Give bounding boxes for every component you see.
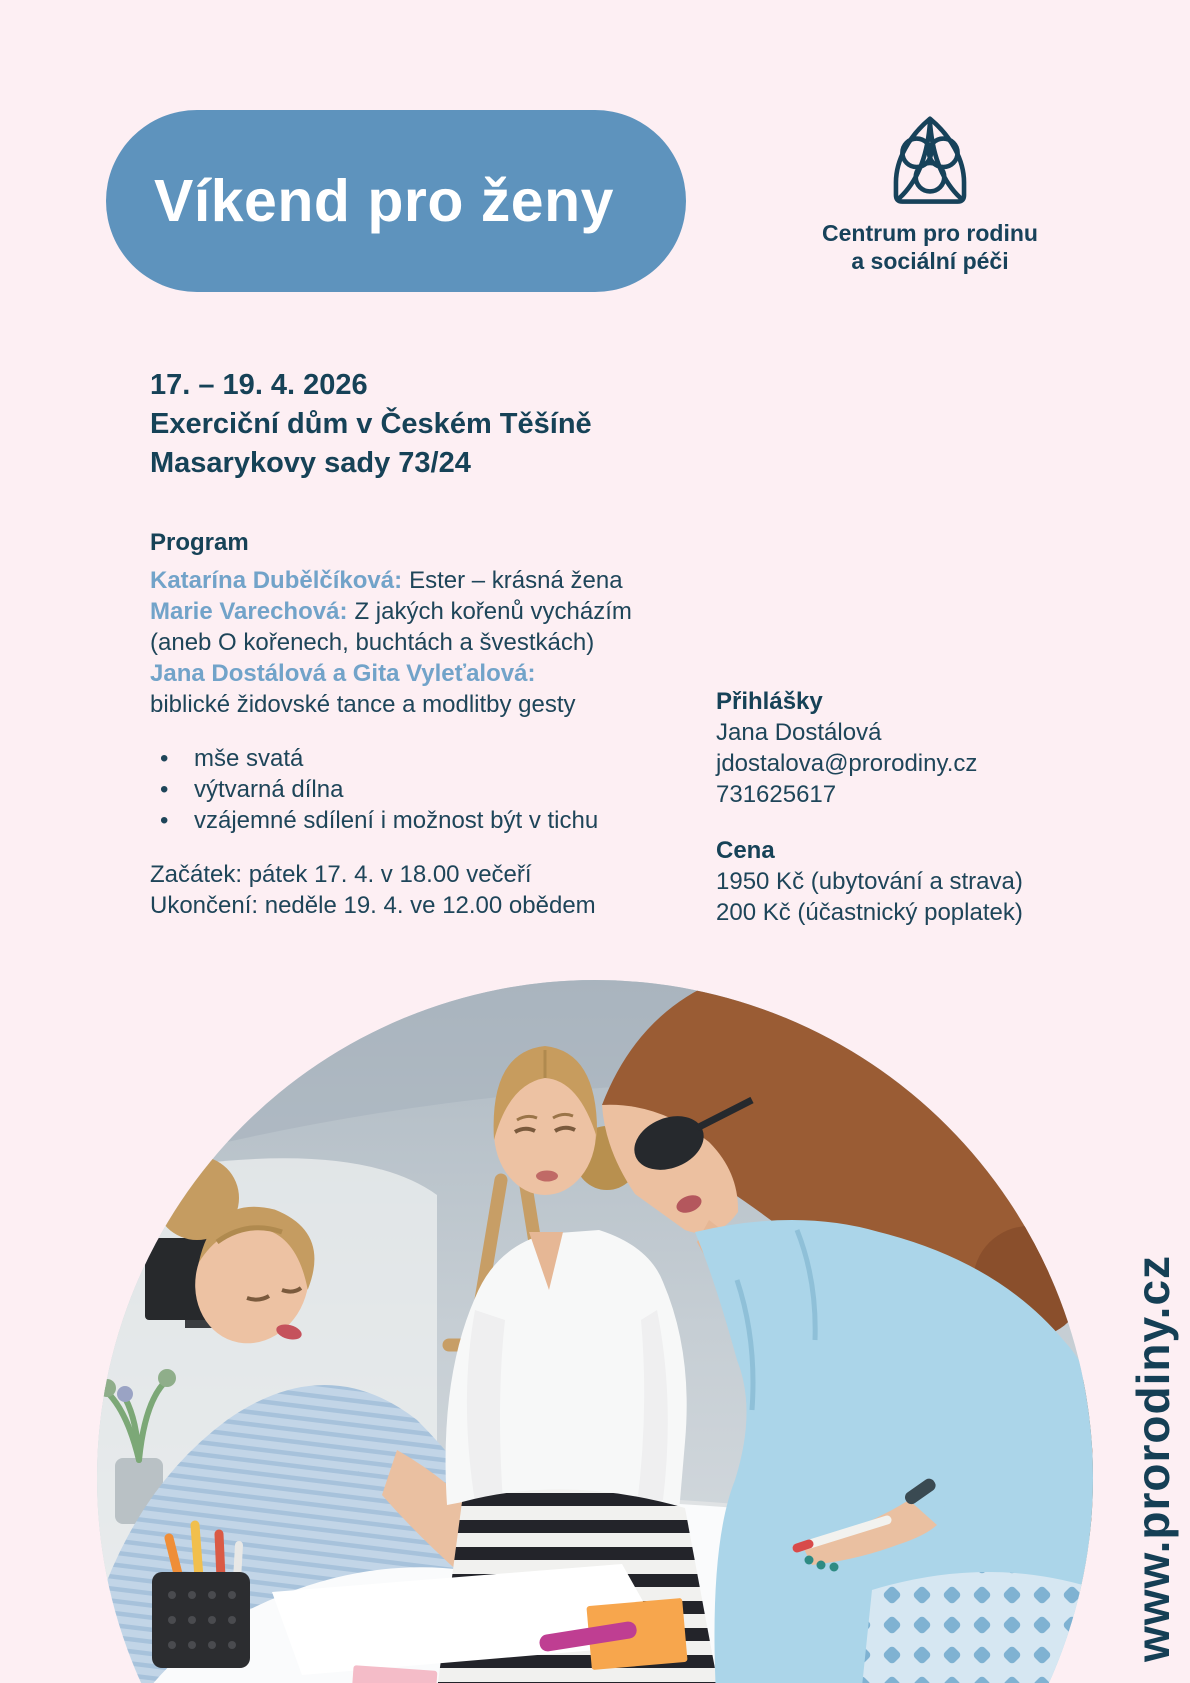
- program-heading: Program: [150, 529, 249, 556]
- bullet-item: • mše svatá: [150, 743, 640, 774]
- event-address: Masarykovy sady 73/24: [150, 447, 471, 479]
- price-heading: Cena: [716, 837, 775, 864]
- registration-phone: 731625617: [716, 781, 837, 808]
- brand-name-line1: Centrum pro rodinu: [822, 219, 1038, 246]
- speaker-name: Marie Varechová:: [150, 598, 348, 625]
- brand-block: [790, 116, 1070, 275]
- website-url: www.prorodiny.cz: [1127, 1254, 1179, 1662]
- program-line: [150, 596, 640, 627]
- program-topic: Z jakých kořenů vycházím: [354, 598, 632, 625]
- event-info: [150, 366, 592, 483]
- title-pill: [106, 110, 686, 292]
- family-arch-logo-icon: [884, 116, 976, 216]
- program-line: [150, 627, 640, 658]
- price-line-fee: 200 Kč (účastnický poplatek): [716, 899, 1023, 926]
- photo-illustration: [97, 980, 1093, 1683]
- registration-email: jdostalova@prorodiny.cz: [716, 750, 978, 777]
- program-topic: (aneb O kořenech, buchtách a švestkách): [150, 629, 595, 656]
- photo-circle: [97, 980, 1093, 1683]
- registration-contact-name: Jana Dostálová: [716, 719, 882, 746]
- program-topic: biblické židovské tance a modlitby gesty: [150, 691, 576, 718]
- poster-title: Víkend pro ženy: [154, 168, 614, 234]
- speaker-name: Jana Dostálová a Gita Vyleťalová:: [150, 660, 536, 687]
- program-topic: Ester – krásná žena: [409, 567, 623, 594]
- schedule-times: [150, 859, 640, 921]
- brand-name-line2: a sociální péči: [851, 247, 1009, 274]
- price-block: [716, 835, 1146, 928]
- event-dates: 17. – 19. 4. 2026: [150, 369, 368, 401]
- speaker-name: Katarína Dubělčíková:: [150, 567, 403, 594]
- program-section: [150, 527, 640, 921]
- end-time: Ukončení: neděle 19. 4. ve 12.00 obědem: [150, 892, 596, 919]
- program-line: [150, 658, 640, 689]
- bullet-item: • vzájemné sdílení i možnost být v tichu: [150, 805, 640, 836]
- program-bullet-list: [150, 743, 640, 836]
- event-venue: Exerciční dům v Českém Těšíně: [150, 408, 592, 440]
- program-line: [150, 565, 640, 596]
- price-line-accommodation: 1950 Kč (ubytování a strava): [716, 868, 1023, 895]
- start-time: Začátek: pátek 17. 4. v 18.00 večeří: [150, 861, 532, 888]
- bullet-item: • výtvarná dílna: [150, 774, 640, 805]
- contact-column: [716, 686, 1146, 928]
- registration-block: [716, 686, 1146, 810]
- registration-heading: Přihlášky: [716, 688, 823, 715]
- program-line: [150, 689, 640, 720]
